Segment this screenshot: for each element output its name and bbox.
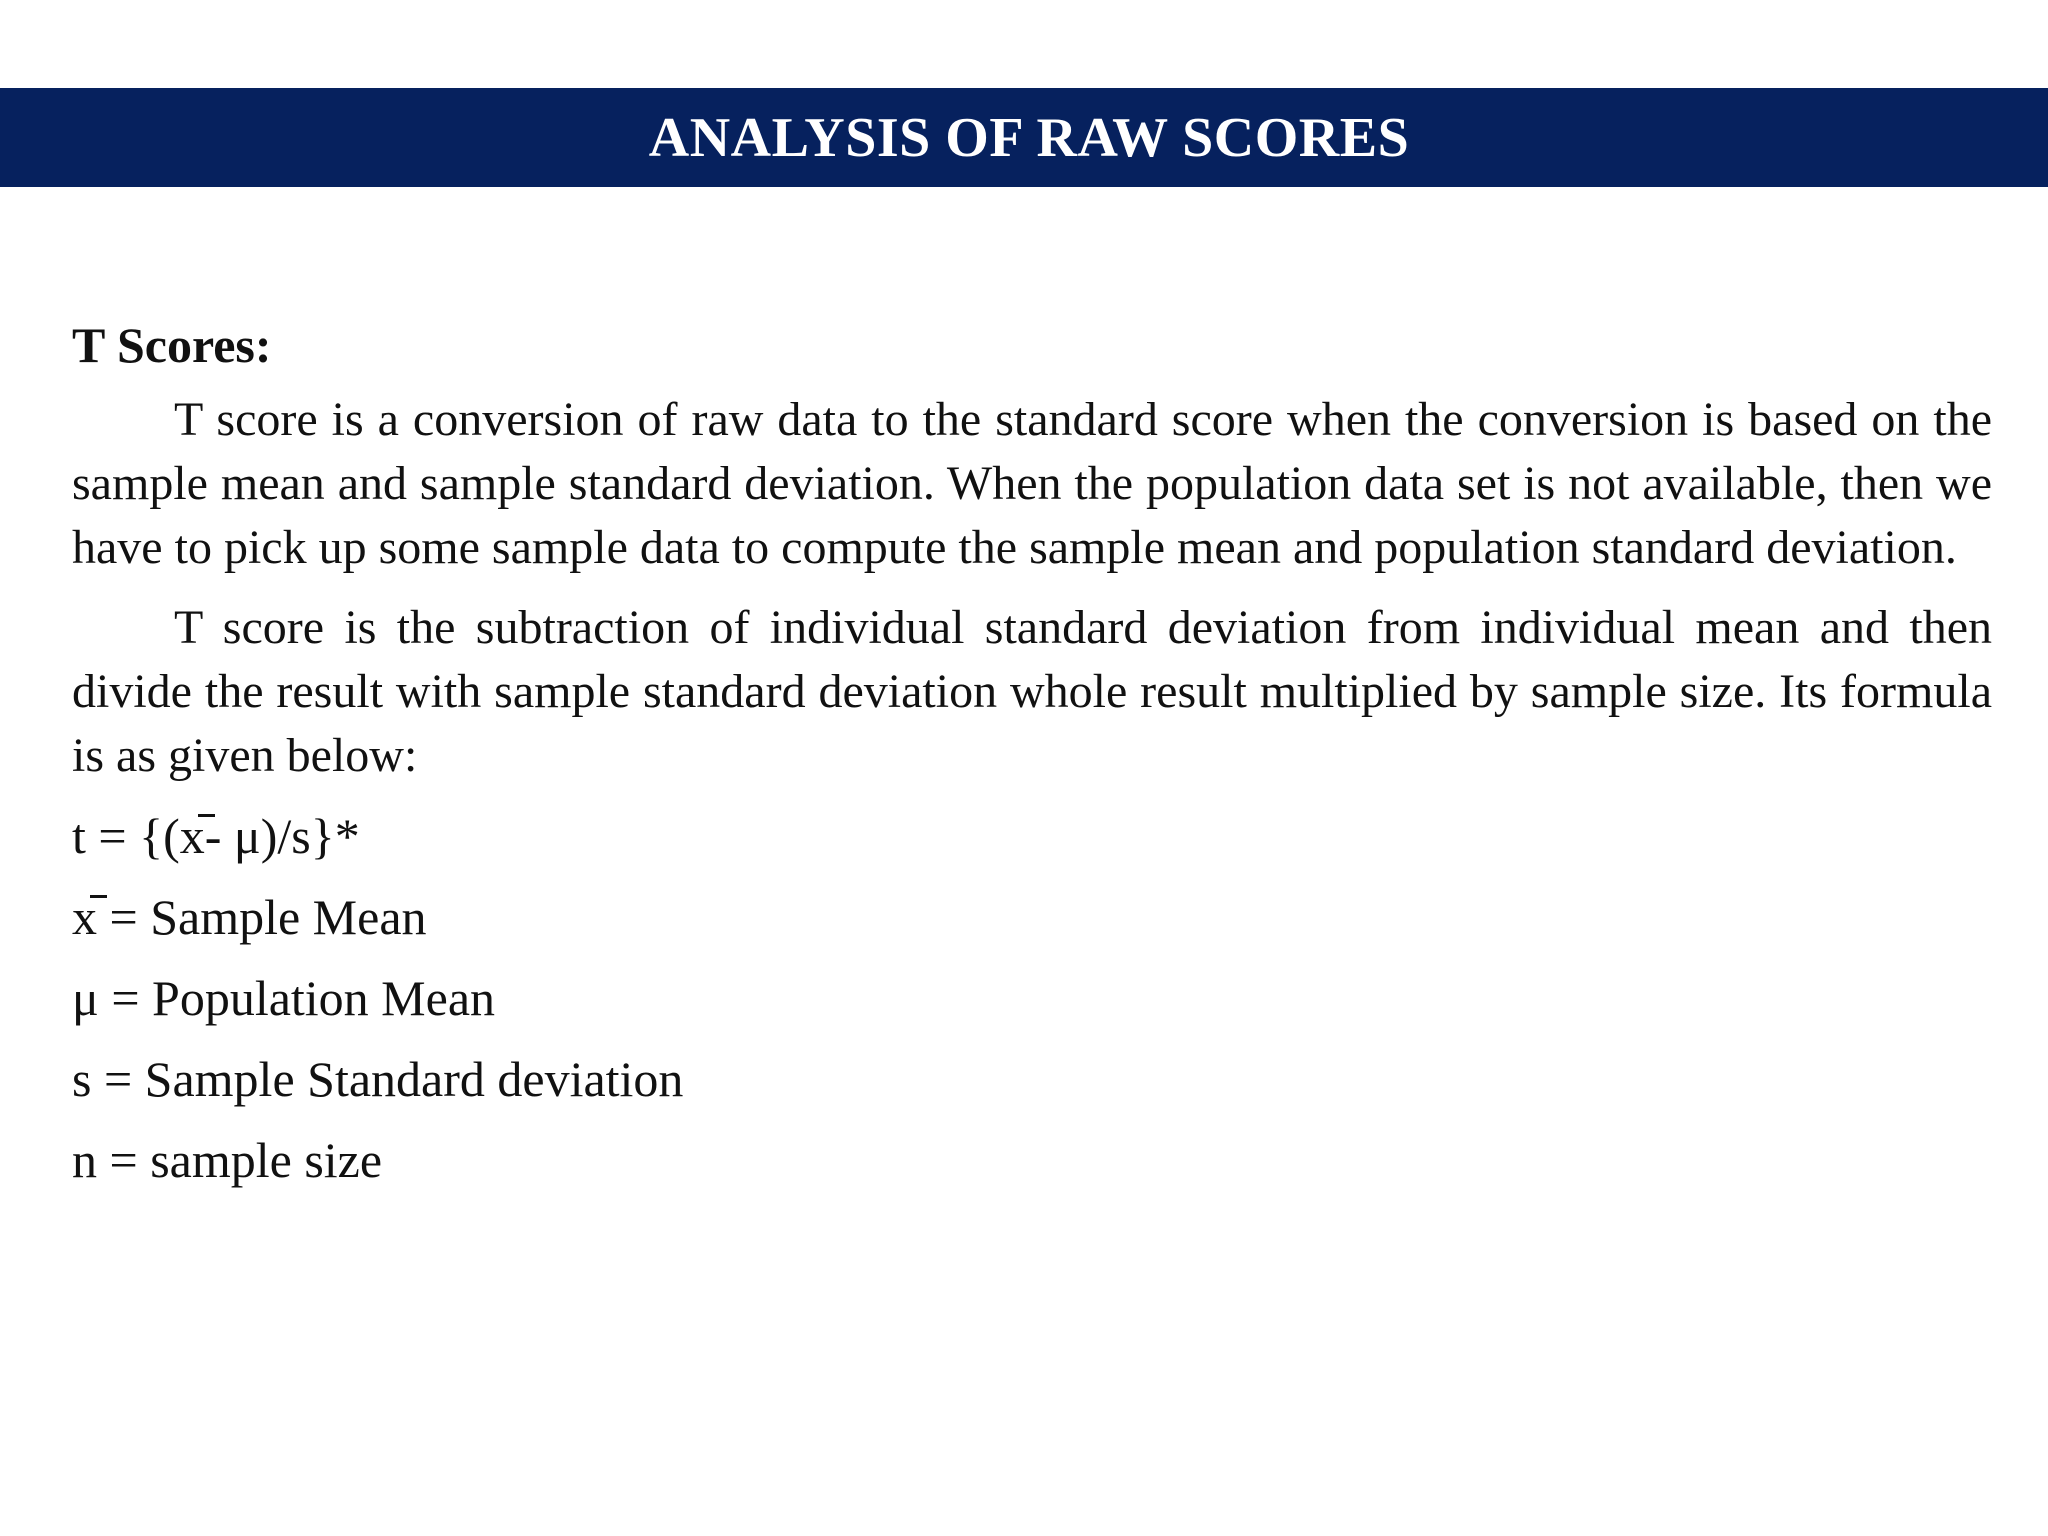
- definition-symbol: x: [72, 885, 97, 949]
- definition-text: = Sample Mean: [109, 889, 427, 945]
- definition-n: [72, 1128, 1992, 1192]
- title-bar: [0, 88, 2048, 187]
- definition-symbol: s: [72, 1051, 92, 1107]
- formula-lhs: t = {(: [72, 808, 180, 864]
- definition-text: = Population Mean: [111, 970, 496, 1026]
- t-score-formula: [72, 804, 1992, 868]
- paragraph-definition: T score is a conversion of raw data to the standard score when the conversion is based on the sample mean and sample standard deviation. When the population data set is not available, then we have to pick up some sample data to compute the sample mean and population standard deviation.: [72, 393, 1992, 574]
- definition-symbol: n: [72, 1132, 97, 1188]
- definition-text: = sample size: [109, 1132, 383, 1188]
- slide-content: [72, 312, 1992, 1209]
- definition-x-bar: [72, 885, 1992, 949]
- definition-s: [72, 1047, 1992, 1111]
- formula-x-bar: x: [180, 804, 205, 868]
- section-heading: T Scores:: [72, 317, 272, 373]
- definition-text: = Sample Standard deviation: [103, 1051, 684, 1107]
- formula-rhs: - μ)/s}*: [204, 808, 360, 864]
- slide-title: ANALYSIS OF RAW SCORES: [648, 106, 1410, 169]
- definition-mu: [72, 966, 1992, 1030]
- definition-symbol: μ: [72, 970, 99, 1026]
- paragraph-formula-intro: T score is the subtraction of individual standard deviation from individual mean and then divide the result with sample standard deviation whole result multiplied by sample size. Its formula is as given below:: [72, 601, 1992, 782]
